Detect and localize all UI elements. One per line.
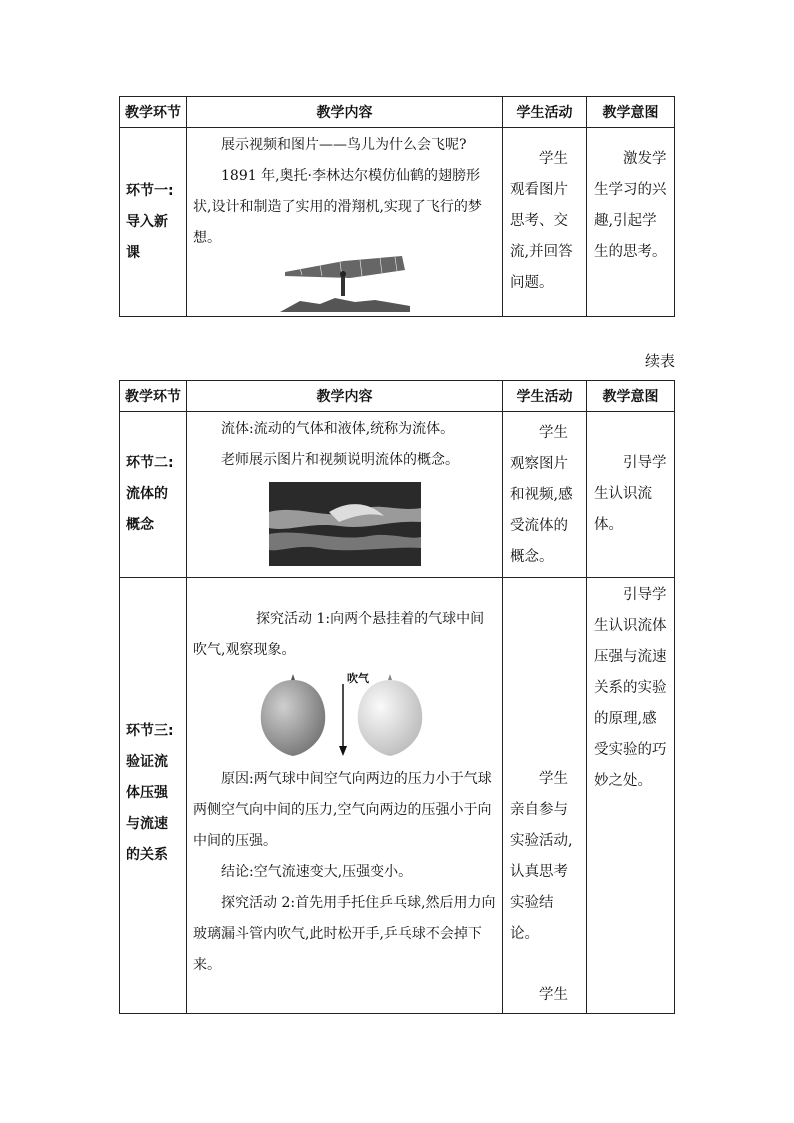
header-activity: 学生活动 — [503, 97, 587, 128]
content-text: 探究活动 2:首先用手托住乒乓球,然后用力向玻璃漏斗管内吹气,此时松开手,乒乓球不会掉下来。 — [193, 895, 496, 973]
section-line: 导入新 — [126, 213, 168, 230]
activity-cell — [503, 578, 587, 1014]
section-line: 课 — [126, 244, 140, 261]
content-text: 1891 年,奥托·李林达尔模仿仙鹤的翅膀形状,设计和制造了实用的滑翔机,实现了飞行的梦想。 — [193, 168, 482, 246]
content-text: 原因:两气球中间空气向两边的压力小于气球两侧空气向中间的压力,空气向两边的压强小于向中间的压强。 — [193, 771, 492, 849]
intent-cell: 引导学生认识流体。 — [587, 412, 675, 578]
content-text: 流体:流动的气体和液体,统称为流体。 — [221, 421, 455, 437]
section-line: 体压强 — [126, 785, 168, 801]
section-line: 概念 — [126, 517, 154, 533]
content-cell — [187, 128, 503, 317]
section-cell — [120, 578, 187, 1014]
glider-image — [187, 256, 502, 316]
section-line: 验证流 — [126, 754, 168, 770]
activity-cell: 学生观看图片思考、交流,并回答问题。 — [503, 128, 587, 317]
header-intent: 教学意图 — [587, 97, 675, 128]
section-line: 环节一: — [126, 182, 174, 199]
intent-cell: 激发学生学习的兴趣,引起学生的思考。 — [587, 128, 675, 317]
section-line: 流体的 — [126, 486, 168, 502]
section-line: 环节二: — [126, 455, 174, 471]
section-line: 的关系 — [126, 847, 168, 863]
content-cell — [187, 578, 503, 1014]
content-cell — [187, 412, 503, 578]
continued-label: 续表 — [644, 352, 675, 370]
activity-cell: 学生观察图片和视频,感受流体的概念。 — [503, 412, 587, 578]
balloon-image — [187, 670, 502, 762]
content-text: 展示视频和图片——鸟儿为什么会飞呢? — [221, 137, 467, 153]
header-content: 教学内容 — [187, 381, 503, 412]
lesson-table-1 — [119, 96, 675, 317]
header-section: 教学环节 — [120, 97, 187, 128]
blow-label: 吹气 — [347, 672, 369, 685]
lesson-table-2 — [119, 380, 675, 1014]
section-cell — [120, 128, 187, 317]
header-section: 教学环节 — [120, 381, 187, 412]
content-text: 老师展示图片和视频说明流体的概念。 — [221, 452, 459, 468]
content-text: 结论:空气流速变大,压强变小。 — [221, 864, 413, 880]
content-text: 探究活动 1:向两个悬挂着的气球中间吹气,观察现象。 — [193, 611, 485, 658]
activity-text-continued: 学生 — [539, 987, 568, 1003]
header-activity: 学生活动 — [503, 381, 587, 412]
section-cell — [120, 412, 187, 578]
activity-text: 学生亲自参与实验活动,认真思考实验结论。 — [510, 771, 573, 942]
section-line: 与流速 — [126, 816, 168, 832]
section-line: 环节三: — [126, 723, 174, 739]
header-content: 教学内容 — [187, 97, 503, 128]
header-intent: 教学意图 — [587, 381, 675, 412]
wave-image — [187, 482, 502, 570]
intent-cell: 引导学生认识流体压强与流速关系的实验的原理,感受实验的巧妙之处。 — [587, 578, 675, 1014]
